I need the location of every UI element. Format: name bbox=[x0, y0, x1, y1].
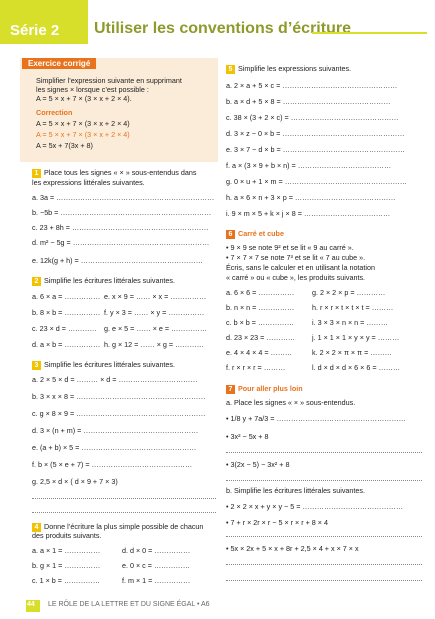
ex7-a-title: a. Place les signes « × » sous-entendus. bbox=[226, 398, 356, 407]
ex6-bullet-1: • 9 × 9 se note 9² et se lit « 9 au carré ». bbox=[226, 243, 354, 252]
ex4-left-a[interactable]: a. a × 1 = …………… bbox=[32, 546, 101, 555]
ex4-title-2: des produits suivants. bbox=[32, 531, 102, 540]
corrige-statement-2: les signes × lorsque c’est possible : bbox=[36, 85, 149, 94]
ex1-item-b[interactable]: b. −5b = ……………………………………………………… bbox=[32, 208, 212, 217]
ex1-item-a[interactable]: a. 3a = ………………………………………………………… bbox=[32, 193, 215, 202]
ex5-item-h[interactable]: h. a × 6 × n + 3 × p = …………………………………… bbox=[226, 193, 396, 202]
ex6-bullet-2: • 7 × 7 × 7 se note 7³ et se lit « 7 au cube ». bbox=[226, 253, 366, 262]
ex1-item-e[interactable]: e. 12k(g + h) = …………………………………………… bbox=[32, 256, 203, 265]
ex5-title: Simplifie les expressions suivantes. bbox=[238, 64, 352, 73]
title-rule bbox=[312, 32, 427, 34]
ex1-item-d[interactable]: d. m² − 5g = ………………………………………………… bbox=[32, 238, 210, 247]
ex5-item-f[interactable]: f. a × (3 × 9 + b × n) = ………………………………… bbox=[226, 161, 392, 170]
ex3-item-f[interactable]: f. b × (5 × e + 7) = …………………………………… bbox=[32, 460, 193, 469]
ex6-left-e[interactable]: e. 4 × 4 × 4 = ……… bbox=[226, 348, 293, 357]
ex3-item-b[interactable]: b. 3 × x × 8 = ……………………………………………… bbox=[32, 392, 206, 401]
ex4-right-f[interactable]: f. m × 1 = …………… bbox=[122, 576, 191, 585]
ex6-left-f[interactable]: f. r × r × r = ……… bbox=[226, 363, 286, 372]
ex5-item-d[interactable]: d. 3 × z − 0 × b = …………………………………………… bbox=[226, 129, 405, 138]
ex4-left-c[interactable]: c. 1 × b = …………… bbox=[32, 576, 100, 585]
correction-line-3: A = 5x + 7(3x + 8) bbox=[36, 141, 93, 150]
ex3-item-g[interactable]: g. 2,5 × d × ( d × 9 + 7 × 3) bbox=[32, 477, 118, 486]
ex5-item-g[interactable]: g. 0 × u + 1 × m = …………………………………………… bbox=[226, 177, 407, 186]
ex4-right-d[interactable]: d. d × 0 = …………… bbox=[122, 546, 191, 555]
ex6-left-b[interactable]: b. n × n = …………… bbox=[226, 303, 295, 312]
ex2-right-e[interactable]: e. x × 9 = …… × x = …………… bbox=[104, 292, 207, 301]
ex6-right-j[interactable]: j. 1 × 1 × 1 × y × y = ……… bbox=[312, 333, 400, 342]
ex5-item-e[interactable]: e. 3 × 7 − d × b = …………………………………………… bbox=[226, 145, 405, 154]
ex1-item-c[interactable]: c. 23 + 8h = ………………………………………………… bbox=[32, 223, 209, 232]
page-title: Utiliser les conventions d’écriture bbox=[94, 20, 351, 37]
ex2-right-h[interactable]: h. g × 12 = …… × g = ………… bbox=[104, 340, 204, 349]
ex7-b-item-3[interactable]: • 5x × 2x + 5 × x + 8r + 2,5 × 4 + x × 7 × x bbox=[226, 544, 359, 553]
ex2-number: 2 bbox=[32, 277, 41, 286]
ex6-left-c[interactable]: c. b × b = …………… bbox=[226, 318, 294, 327]
ex7-a-answer-line-1[interactable] bbox=[226, 452, 422, 453]
ex7-b-answer-line-2[interactable] bbox=[226, 564, 422, 565]
ex1-title-1: Place tous les signes « × » sous-entendus dans bbox=[44, 168, 197, 177]
ex1-heading bbox=[32, 168, 196, 178]
ex7-a-answer-line-2[interactable] bbox=[226, 480, 422, 481]
ex2-right-g[interactable]: g. e × 5 = …… × e = …………… bbox=[104, 324, 208, 333]
ex7-a-item-3[interactable]: • 3(2x − 5) − 3x² + 8 bbox=[226, 460, 290, 469]
ex4-title-1: Donne l’écriture la plus simple possible de chacun bbox=[44, 522, 204, 531]
correction-label: Correction bbox=[36, 108, 73, 117]
ex3-item-d[interactable]: d. 3 × (n + m) = ………………………………………… bbox=[32, 426, 199, 435]
ex2-left-c[interactable]: c. 23 × d = ………… bbox=[32, 324, 97, 333]
ex3-answer-line-1[interactable] bbox=[32, 498, 216, 499]
ex5-item-b[interactable]: b. a × d + 5 × 8 = ……………………………………… bbox=[226, 97, 391, 106]
ex7-b-answer-line-1[interactable] bbox=[226, 536, 422, 537]
ex7-number: 7 bbox=[226, 385, 235, 394]
ex5-item-i[interactable]: i. 9 × m × 5 + k × j × 8 = ……………………………… bbox=[226, 209, 391, 218]
ex6-right-l[interactable]: l. d × d × d × 6 × 6 = ……… bbox=[312, 363, 401, 372]
ex6-para-2: « carré » ou « cube », les produits suivants. bbox=[226, 273, 366, 282]
ex6-right-g[interactable]: g. 2 × 2 × p = ………… bbox=[312, 288, 386, 297]
ex6-left-d[interactable]: d. 23 × 23 = ………… bbox=[226, 333, 296, 342]
ex2-left-d[interactable]: d. a × b = …………… bbox=[32, 340, 101, 349]
corrige-statement-1: Simplifier l’expression suivante en supprimant bbox=[36, 76, 182, 85]
ex7-b-item-2[interactable]: • 7 + r × 2r × r − 5 × r × r + 8 × 4 bbox=[226, 518, 328, 527]
footer-page-number: 44 bbox=[27, 601, 35, 608]
ex2-title: Simplifie les écritures littérales suivantes. bbox=[44, 276, 176, 285]
ex7-a-item-2[interactable]: • 3x² − 5x + 8 bbox=[226, 432, 269, 441]
ex6-heading bbox=[226, 229, 284, 239]
corrige-statement-3: A = 5 × x + 7 × (3 × x + 2 × 4). bbox=[36, 94, 132, 103]
ex7-heading bbox=[226, 384, 303, 394]
ex5-number: 5 bbox=[226, 65, 235, 74]
ex7-b-title: b. Simplifie les écritures littérales suivantes. bbox=[226, 486, 366, 495]
ex3-answer-line-2[interactable] bbox=[32, 512, 216, 513]
ex6-right-k[interactable]: k. 2 × 2 × π × π = ……… bbox=[312, 348, 392, 357]
ex2-left-b[interactable]: b. 8 × b = …………… bbox=[32, 308, 101, 317]
ex1-title-2: les expressions littérales suivantes. bbox=[32, 178, 145, 187]
ex4-left-b[interactable]: b. g × 1 = …………… bbox=[32, 561, 101, 570]
ex5-item-a[interactable]: a. 2 × a + 5 × c = ………………………………………… bbox=[226, 81, 398, 90]
ex3-item-a[interactable]: a. 2 × 5 × d = ……… × d = …………………………… bbox=[32, 375, 198, 384]
correction-line-1: A = 5 × x + 7 × (3 × x + 2 × 4) bbox=[36, 119, 130, 128]
ex3-title: Simplifie les écritures littérales suivantes. bbox=[44, 360, 176, 369]
ex6-right-h[interactable]: h. r × r × t × t × t = ……… bbox=[312, 303, 394, 312]
ex4-number: 4 bbox=[32, 523, 41, 532]
ex1-number: 1 bbox=[32, 169, 41, 178]
ex7-a-item-1[interactable]: • 1/8 y + 7a/3 = ……………………………………………… bbox=[226, 414, 406, 423]
ex5-heading bbox=[226, 64, 351, 74]
ex3-item-c[interactable]: c. g × 8 × 9 = ……………………………………………… bbox=[32, 409, 206, 418]
ex7-b-answer-line-3[interactable] bbox=[226, 580, 422, 581]
ex6-para-1: Écris, sans le calculer et en utilisant la notation bbox=[226, 263, 376, 272]
ex2-heading bbox=[32, 276, 175, 286]
ex4-right-e[interactable]: e. 0 × c = …………… bbox=[122, 561, 190, 570]
ex6-title: Carré et cube bbox=[238, 229, 284, 238]
ex6-number: 6 bbox=[226, 230, 235, 239]
ex7-title: Pour aller plus loin bbox=[238, 384, 303, 393]
ex7-b-item-1[interactable]: • 2 × 2 × x + y × y − 5 = …………………………………… bbox=[226, 502, 404, 511]
ex3-heading bbox=[32, 360, 175, 370]
corrige-label: Exercice corrigé bbox=[22, 58, 96, 69]
ex6-left-a[interactable]: a. 6 × 6 = …………… bbox=[226, 288, 295, 297]
ex3-item-e[interactable]: e. (a + b) × 5 = ………………………………………… bbox=[32, 443, 197, 452]
ex5-item-c[interactable]: c. 38 × (3 + 2 × c) = ……………………………………… bbox=[226, 113, 399, 122]
correction-line-2: A = 5 × x + 7 × (3 × x + 2 × 4) bbox=[36, 130, 130, 139]
ex6-right-i[interactable]: i. 3 × 3 × n × n = ……… bbox=[312, 318, 388, 327]
ex2-left-a[interactable]: a. 6 × a = …………… bbox=[32, 292, 101, 301]
ex3-number: 3 bbox=[32, 361, 41, 370]
footer-text: LE RÔLE DE LA LETTRE ET DU SIGNE ÉGAL • A6 bbox=[48, 601, 210, 608]
series-label: Série 2 bbox=[10, 22, 60, 39]
ex2-right-f[interactable]: f. y × 3 = …… × y = …………… bbox=[104, 308, 205, 317]
